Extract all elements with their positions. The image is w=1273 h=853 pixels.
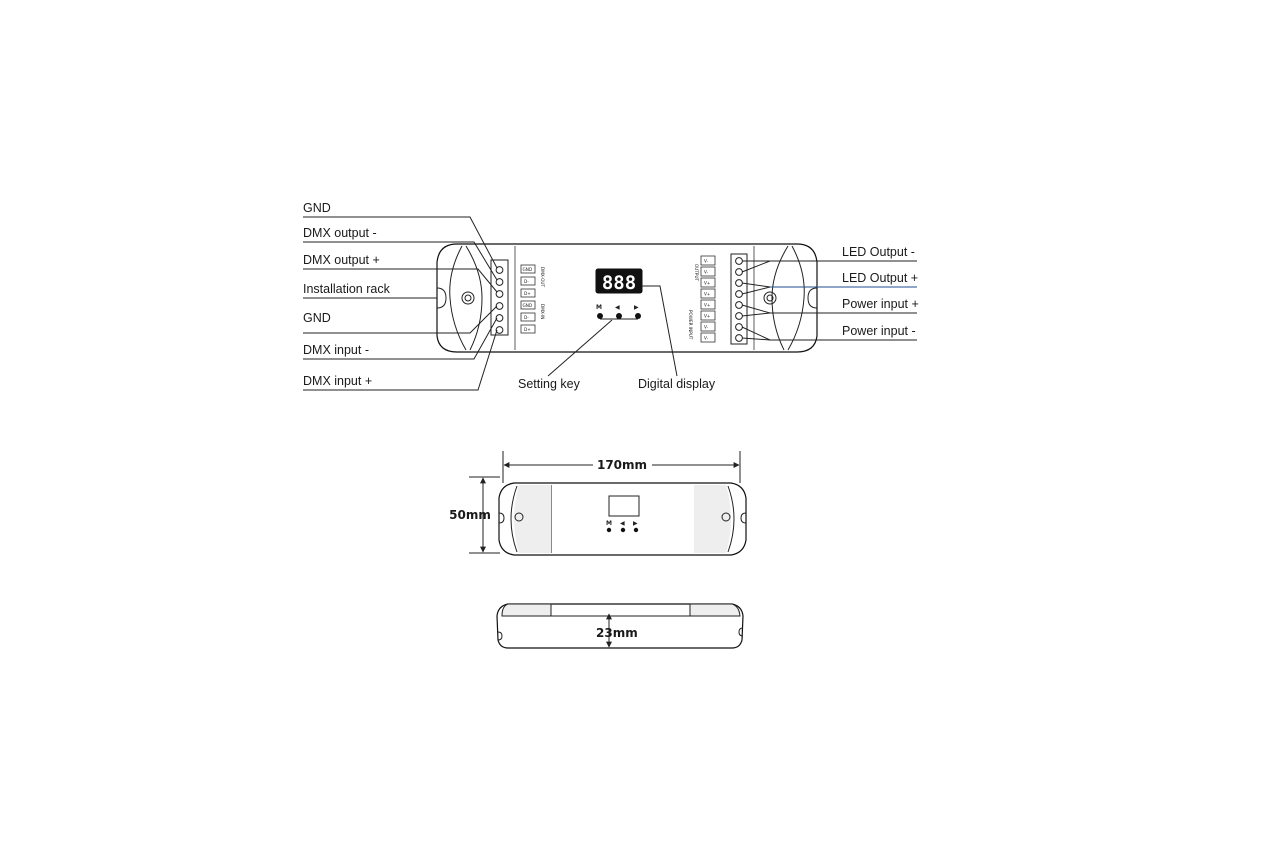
dmx-out-term-dminus: D- <box>524 279 529 284</box>
output-term-4: V+ <box>704 291 711 297</box>
power-term-2: V+ <box>704 313 711 319</box>
output-term-2: V- <box>704 269 709 275</box>
dimension-length: 170mm <box>596 458 648 472</box>
output-caption: OUTPUT <box>694 264 699 282</box>
label-dmx-input-plus: DMX input + <box>303 374 373 388</box>
device-front-view <box>449 451 746 555</box>
digital-display <box>596 269 642 294</box>
key-m-button <box>597 313 603 319</box>
label-digital-display: Digital display <box>638 377 716 391</box>
dmx-in-term-gnd: GND <box>522 303 533 308</box>
output-term-1: V- <box>704 258 709 264</box>
output-term-3: V+ <box>704 280 711 286</box>
label-led-output-minus: LED Output - <box>842 245 915 259</box>
label-power-input-plus: Power input + <box>842 297 919 311</box>
label-dmx-input-minus: DMX input - <box>303 343 369 357</box>
dmx-out-caption: DMX-OUT <box>540 267 545 288</box>
label-installation-rack: Installation rack <box>303 282 390 296</box>
device-side-view <box>497 604 743 648</box>
label-dmx-output-minus: DMX output - <box>303 226 377 240</box>
display-digits: 888 <box>601 272 637 294</box>
key-m-label: M <box>596 304 602 311</box>
dmx-in-term-dminus: D- <box>524 315 529 320</box>
dmx-out-term-dplus: D+ <box>524 291 531 296</box>
dmx-out-term-gnd: GND <box>522 267 533 272</box>
dmx-in-term-dplus: D+ <box>524 327 531 332</box>
label-dmx-output-plus: DMX output + <box>303 253 380 267</box>
label-led-output-plus: LED Output + <box>842 271 919 285</box>
label-gnd-bottom: GND <box>303 311 331 325</box>
key-left-label: ◀ <box>615 304 620 311</box>
key-left-button <box>616 313 622 319</box>
key-right-button <box>635 313 641 319</box>
label-setting-key: Setting key <box>518 377 580 391</box>
power-term-3: V- <box>704 324 709 330</box>
dimension-height: 23mm <box>596 626 638 640</box>
front-key-left-label: ◀ <box>620 520 625 527</box>
power-caption: POWER INPUT <box>688 310 693 340</box>
front-key-m-label: M <box>606 520 612 527</box>
dmx-in-caption: DMX-IN <box>540 304 545 320</box>
power-term-1: V+ <box>704 302 711 308</box>
key-right-label: ▶ <box>634 304 639 311</box>
power-term-4: V- <box>704 335 709 341</box>
front-key-right-label: ▶ <box>633 520 638 527</box>
dimension-width: 50mm <box>449 508 491 522</box>
label-power-input-minus: Power input - <box>842 324 916 338</box>
label-gnd-top: GND <box>303 201 331 215</box>
